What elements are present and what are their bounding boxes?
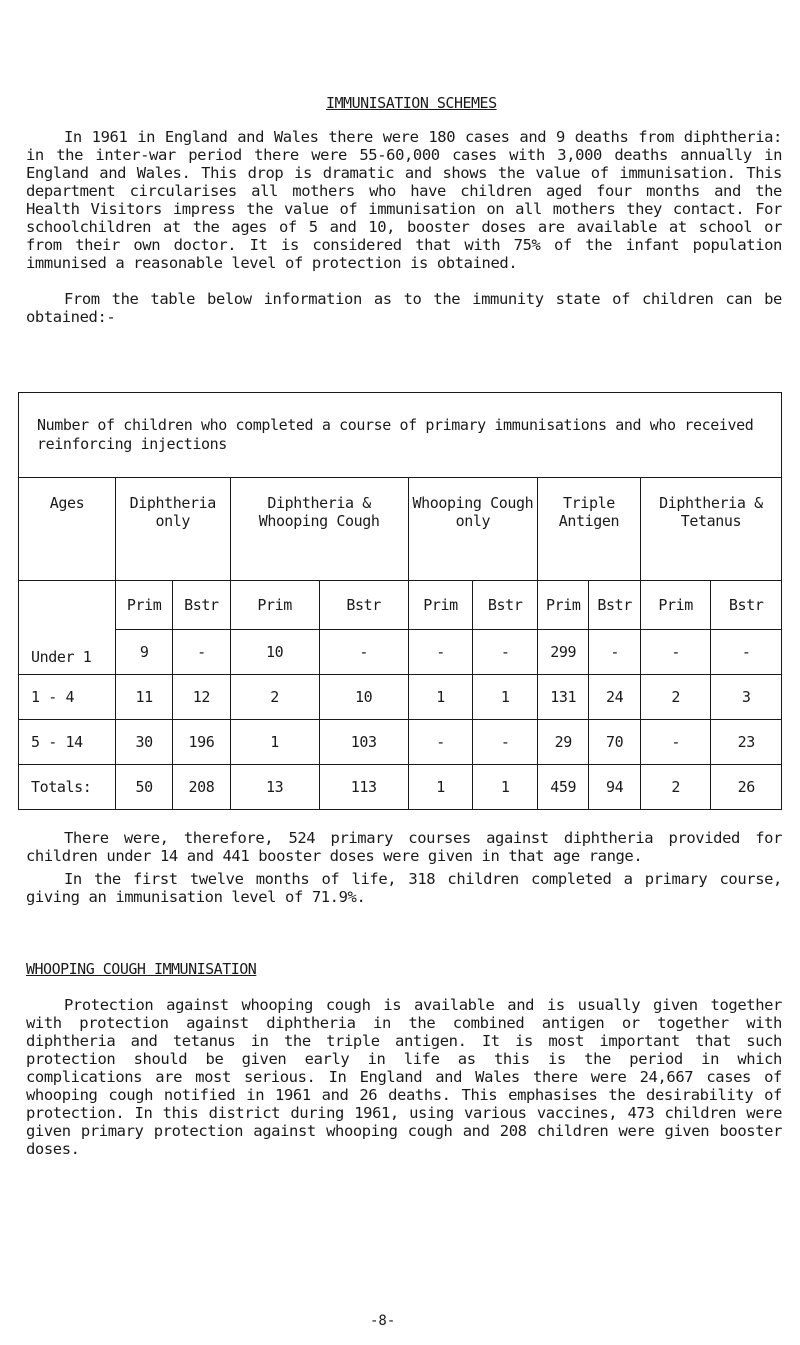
- table-cell: 208: [173, 765, 230, 810]
- table-cell: 70: [589, 720, 640, 765]
- page-title: IMMUNISATION SCHEMES: [326, 94, 497, 112]
- table-cell: 94: [589, 765, 640, 810]
- whooping-cough-section: [26, 996, 782, 1158]
- table-cell: 29: [538, 720, 589, 765]
- table-cell: -: [473, 720, 538, 765]
- table-cell: 23: [711, 720, 782, 765]
- table-cell: 12: [173, 675, 230, 720]
- sub-header: Prim: [640, 581, 711, 630]
- table-cell: 2: [640, 765, 711, 810]
- table-cell: 1: [230, 720, 319, 765]
- table-cell: 2: [230, 675, 319, 720]
- table-row: [19, 675, 782, 720]
- table-cell: 3: [711, 675, 782, 720]
- table-row: [19, 720, 782, 765]
- header-group: Diphtheria & Whooping Cough: [230, 478, 408, 581]
- table-cell: 10: [319, 675, 408, 720]
- table-cell: -: [319, 630, 408, 675]
- table-cell: 1: [473, 765, 538, 810]
- table-row-totals: [19, 765, 782, 810]
- table-cell: 299: [538, 630, 589, 675]
- sub-header: Bstr: [589, 581, 640, 630]
- page-number: -8-: [370, 1313, 396, 1329]
- table-row: [19, 630, 782, 675]
- sub-header: Bstr: [473, 581, 538, 630]
- table-cell: -: [589, 630, 640, 675]
- sub-header: Prim: [408, 581, 473, 630]
- intro-paragraph-2: From the table below information as to the immunity state of children can be obtained:-: [26, 290, 782, 326]
- table-cell: 30: [116, 720, 173, 765]
- table-cell: 26: [711, 765, 782, 810]
- table-cell: -: [640, 630, 711, 675]
- table-cell: 10: [230, 630, 319, 675]
- table-cell: -: [173, 630, 230, 675]
- table-cell: 50: [116, 765, 173, 810]
- section-title-whooping-cough: WHOOPING COUGH IMMUNISATION: [26, 960, 257, 978]
- sub-header: Bstr: [319, 581, 408, 630]
- table-cell: -: [711, 630, 782, 675]
- table-cell: -: [473, 630, 538, 675]
- intro-paragraph-1: In 1961 in England and Wales there were 180 cases and 9 deaths from diphtheria: in the inter-war period there were 55-60,000 cases with 3,000 deaths annually in England and Wales. This drop is dramatic and shows the value of immunisation. This department circularises all mothers who have children aged four months and the Health Visitors impress the value of immunisation on all mothers they contact. For schoolchildren at the ages of 5 and 10, booster doses are available at school or from their own doctor. It is considered that with 75% of the infant population immunised a reasonable level of protection is obtained.: [26, 128, 782, 272]
- table-cell: 113: [319, 765, 408, 810]
- age-label: 1 - 4: [19, 675, 116, 720]
- table-title: Number of children who completed a course of primary immunisations and who received reinforcing injections: [19, 393, 782, 478]
- age-label: Under 1: [19, 581, 116, 675]
- table-cell: 103: [319, 720, 408, 765]
- age-label: Totals:: [19, 765, 116, 810]
- header-ages: Ages: [19, 478, 116, 581]
- sub-header: Bstr: [711, 581, 782, 630]
- table-cell: 131: [538, 675, 589, 720]
- table-cell: 11: [116, 675, 173, 720]
- after-table-paragraph-1: There were, therefore, 524 primary courses against diphtheria provided for children under 14 and 441 booster doses were given in that age range.: [26, 829, 782, 865]
- table-cell: 1: [408, 675, 473, 720]
- header-group: Diphtheria only: [116, 478, 231, 581]
- table-cell: 196: [173, 720, 230, 765]
- table-cell: -: [640, 720, 711, 765]
- table-cell: -: [408, 630, 473, 675]
- header-group: Whooping Cough only: [408, 478, 537, 581]
- sub-header: Bstr: [173, 581, 230, 630]
- sub-header: Prim: [230, 581, 319, 630]
- table-cell: 2: [640, 675, 711, 720]
- intro-section: [26, 128, 782, 326]
- sub-header: Prim: [116, 581, 173, 630]
- header-group: Triple Antigen: [538, 478, 641, 581]
- header-group: Diphtheria & Tetanus: [640, 478, 781, 581]
- table-cell: 13: [230, 765, 319, 810]
- sub-header: Prim: [538, 581, 589, 630]
- table-cell: 1: [473, 675, 538, 720]
- table-cell: 1: [408, 765, 473, 810]
- table-cell: 24: [589, 675, 640, 720]
- table-cell: 9: [116, 630, 173, 675]
- whooping-cough-paragraph: Protection against whooping cough is available and is usually given together with protection against diphtheria in the combined antigen or together with diphtheria and tetanus in the triple antigen. It is most important that such protection should be given early in life as this is the period in which complications are most serious. In England and Wales there were 24,667 cases of whooping cough notified in 1961 and 26 deaths. This emphasises the desirability of protection. In this district during 1961, using various vaccines, 473 children were given primary protection against whooping cough and 208 children were given booster doses.: [26, 996, 782, 1158]
- immunisation-table: [18, 392, 782, 810]
- table-cell: 459: [538, 765, 589, 810]
- after-table-section: [26, 829, 782, 906]
- table-cell: -: [408, 720, 473, 765]
- after-table-paragraph-2: In the first twelve months of life, 318 children completed a primary course, giving an immunisation level of 71.9%.: [26, 870, 782, 906]
- age-label: 5 - 14: [19, 720, 116, 765]
